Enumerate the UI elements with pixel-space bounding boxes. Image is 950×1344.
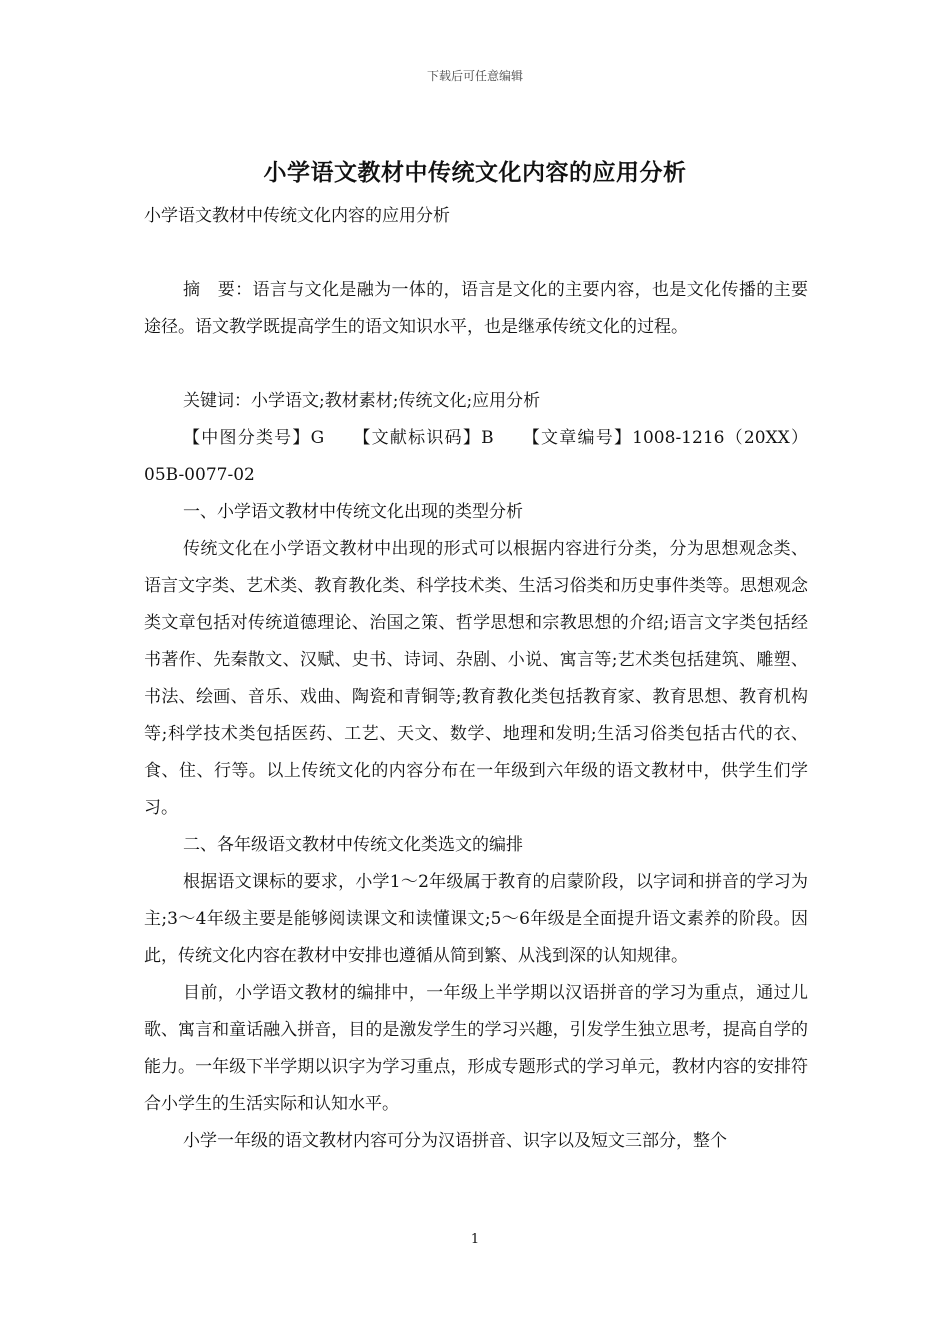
paragraph: 根据语文课标的要求，小学1～2年级属于教育的启蒙阶段，以字词和拼音的学习为主;3～4年级主要是能够阅读课文和读懂课文;5～6年级是全面提升语文素养的阶段。因此，传统文化内容在教材中安排也遵循从简到繁、从浅到深的认知规律。 (144, 872, 808, 966)
section-heading: 一、小学语文教材中传统文化出现的类型分析 (183, 502, 523, 522)
document-body (144, 198, 808, 1160)
section-heading: 二、各年级语文教材中传统文化类选文的编排 (183, 835, 523, 855)
page-number: 1 (470, 1232, 480, 1247)
keywords: 关键词：小学语文;教材素材;传统文化;应用分析 (183, 391, 541, 411)
paragraph: 目前，小学语文教材的编排中，一年级上半学期以汉语拼音的学习为重点，通过儿歌、寓言和童话融入拼音，目的是激发学生的学习兴趣，引发学生独立思考，提高自学的能力。一年级下半学期以识字为学习重点，形成专题形式的学习单元，教材内容的安排符合小学生的生活实际和认知水平。 (144, 983, 808, 1114)
document-title: 小学语文教材中传统文化内容的应用分析 (263, 159, 687, 186)
paragraph: 传统文化在小学语文教材中出现的形式可以根据内容进行分类，分为思想观念类、语言文字类、艺术类、教育教化类、科学技术类、生活习俗类和历史事件类等。思想观念类文章包括对传统道德理论、治国之策、哲学思想和宗教思想的介绍;语言文字类包括经书著作、先秦散文、汉赋、史书、诗词、杂剧、小说、寓言等;艺术类包括建筑、雕塑、书法、绘画、音乐、戏曲、陶瓷和青铜等;教育教化类包括教育家、教育思想、教育机构等;科学技术类包括医药、工艺、天文、数学、地理和发明;生活习俗类包括古代的衣、食、住、行等。以上传统文化的内容分布在一年级到六年级的语文教材中，供学生们学习。 (144, 539, 808, 818)
paragraph: 小学一年级的语文教材内容可分为汉语拼音、识字以及短文三部分，整个 (183, 1131, 727, 1151)
abstract: 摘 要：语言与文化是融为一体的，语言是文化的主要内容，也是文化传播的主要途径。语文教学既提高学生的语文知识水平，也是继承传统文化的过程。 (144, 280, 808, 337)
subtitle: 小学语文教材中传统文化内容的应用分析 (144, 206, 450, 226)
classification-info: 【中图分类号】G 【文献标识码】B 【文章编号】1008-1216（20XX）05B-0077-02 (144, 428, 808, 485)
page-header: 下载后可任意编辑 (426, 69, 523, 83)
